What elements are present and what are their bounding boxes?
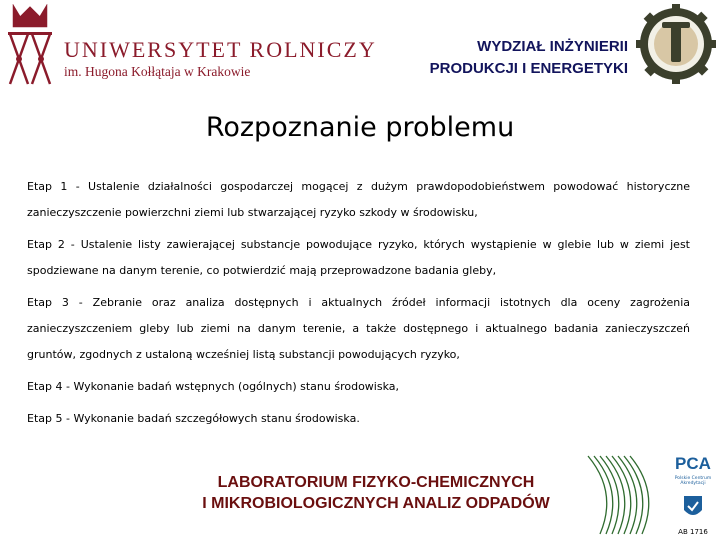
step-item: Etap 5 - Wykonanie badań szczegółowych stanu środowiska. (27, 412, 360, 425)
pca-emblem-icon (682, 494, 704, 520)
pca-subtitle: Polskie Centrum Akredytacji (674, 476, 712, 486)
laboratory-name-line1: LABORATORIUM FIZYKO-CHEMICZNYCH (217, 474, 535, 491)
faculty-name-line2: PRODUKCJI I ENERGETYKI (429, 60, 628, 77)
faculty-name-line1: WYDZIAŁ INŻYNIERII (477, 38, 628, 55)
steps-list (27, 174, 690, 432)
step-item: Etap 1 - Ustalenie działalności gospodarczej mogącej z dużym prawdopodobieństwem powodować historyczne zanieczyszczenie powierzchni ziemi lub stwarzającej ryzyko szkody w środowisku, (27, 180, 690, 219)
header (0, 0, 720, 92)
faculty-gear-logo-icon (634, 2, 718, 86)
pca-accreditation-logo (668, 454, 718, 538)
pca-logo-text: PCA (675, 454, 711, 473)
university-name-line1: UNIWERSYTET ROLNICZY (64, 37, 377, 62)
university-name-line2: im. Hugona Kołłątaja w Krakowie (64, 64, 251, 79)
faculty-name (430, 36, 628, 80)
accreditation-code: AB 1716 (678, 528, 708, 536)
page-title: Rozpoznanie problemu (205, 112, 515, 143)
step-item: Etap 4 - Wykonanie badań wstępnych (ogólnych) stanu środowiska, (27, 380, 400, 393)
university-name (64, 38, 377, 80)
step-item: Etap 2 - Ustalenie listy zawierającej substancje powodujące ryzyko, których wystąpienie w glebie lub w ziemi jest spodziewane na danym terenie, co potwierdzić mają przeprowadzone badania gleby, (27, 238, 690, 277)
laboratory-name-line2: I MIKROBIOLOGICZNYCH ANALIZ ODPADÓW (202, 495, 550, 512)
laboratory-name (150, 472, 602, 514)
decorative-lines-icon (578, 452, 673, 536)
step-item: Etap 3 - Zebranie oraz analiza dostępnych i aktualnych źródeł informacji istotnych dla oceny zagrożenia zanieczyszczeniem gleby lub ziemi na danym terenie, a także dostępnego i aktualnego badania zanieczyszczeń gruntów, zgodnych z ustaloną wcześniej listą substancji powodujących ryzyko, (27, 296, 690, 361)
university-logo-icon (4, 4, 56, 90)
